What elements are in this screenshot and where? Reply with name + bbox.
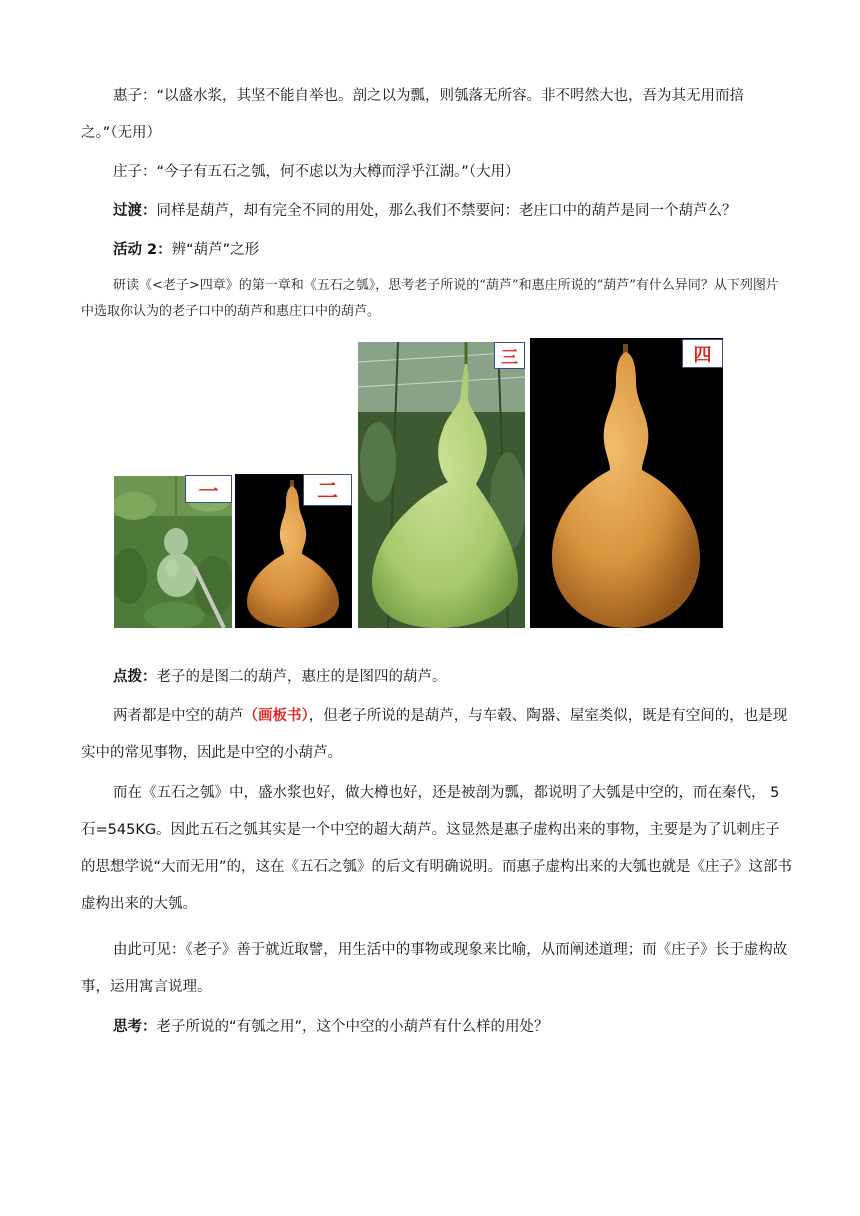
tag-wuyong: （无用） xyxy=(110,125,162,141)
activity-text: 辨“葫芦”之形 xyxy=(171,242,260,258)
thinking-label: 思考： xyxy=(113,1019,157,1035)
paragraph-conclusion: 由此可见：《老子》善于就近取譬，用生活中的事物或现象来比喻，从而阐述道理；而《庄子》长于虚构故事，运用寓言说理。 xyxy=(81,942,788,995)
figure-label-2: 二 xyxy=(303,474,352,506)
blackboard-note: （画板书） xyxy=(243,708,309,724)
paragraph-hint xyxy=(81,659,793,696)
both-hollow-after: ，但老子所说的是葫芦，与车毂、陶器、屋室类似，既是有空间的，也是现实中的常见事物，因此是中空的小葫芦。 xyxy=(81,708,788,761)
paragraph-instruction: 研读《<老子>四章》的第一章和《五石之瓠》，思考老子所说的“葫芦”和惠庄所说的“葫芦”有什么异同？从下列图片中选取你认为的老子口中的葫芦和惠庄口中的葫芦。 xyxy=(81,278,779,319)
speaker-zhuangzi: 庄子： xyxy=(113,164,157,180)
paragraph-huizi xyxy=(81,78,793,152)
quote-huizi: “以盛水浆，其坚不能自举也。剖之以为瓢，则瓠落无所容。非不呺然大也，吾为其无用而掊之。” xyxy=(81,88,745,141)
hint-text: 老子的是图二的葫芦，惠庄的是图四的葫芦。 xyxy=(156,669,447,685)
paragraph-thinking xyxy=(81,1009,793,1046)
speaker-huizi: 惠子： xyxy=(113,88,157,104)
gourd-photo-4 xyxy=(530,338,723,628)
paragraph-both-hollow xyxy=(81,698,793,772)
paragraph-five-dan-gourd: 而在《五石之瓠》中，盛水浆也好，做大樽也好，还是被剖为瓢，都说明了大瓠是中空的，而在秦代， 5 石=545KG。因此五石之瓠其实是一个中空的超大葫芦。这显然是惠子虚构出来的事物，主要是为了讥刺庄子的思想学说“大而无用”的，这在《五石之瓠》的后文有明确说明。而惠子虚构出来的大瓠也就是《庄子》这部书虚构出来的大瓠。 xyxy=(81,785,793,912)
paragraph-transition xyxy=(81,193,793,230)
figure-label-3: 三 xyxy=(494,342,525,369)
hint-label: 点拨： xyxy=(113,669,157,685)
both-hollow-before: 两者都是中空的葫芦 xyxy=(113,708,244,724)
paragraph-activity xyxy=(81,232,793,269)
transition-label: 过渡： xyxy=(113,203,157,219)
transition-text: 同样是葫芦，却有完全不同的用处，那么我们不禁要问：老庄口中的葫芦是同一个葫芦么？ xyxy=(156,203,737,219)
figure-label-4: 四 xyxy=(682,339,723,368)
activity-label: 活动 2： xyxy=(113,242,172,258)
figure-label-1: 一 xyxy=(185,475,232,503)
thinking-text: 老子所说的“有瓠之用”，这个中空的小葫芦有什么样的用处？ xyxy=(156,1019,549,1035)
quote-zhuangzi: “今子有五石之瓠，何不虑以为大樽而浮乎江湖。” xyxy=(156,164,469,180)
gourd-photo-3 xyxy=(358,342,525,628)
tag-dayong: （大用） xyxy=(468,164,520,180)
paragraph-zhuangzi xyxy=(81,154,793,191)
